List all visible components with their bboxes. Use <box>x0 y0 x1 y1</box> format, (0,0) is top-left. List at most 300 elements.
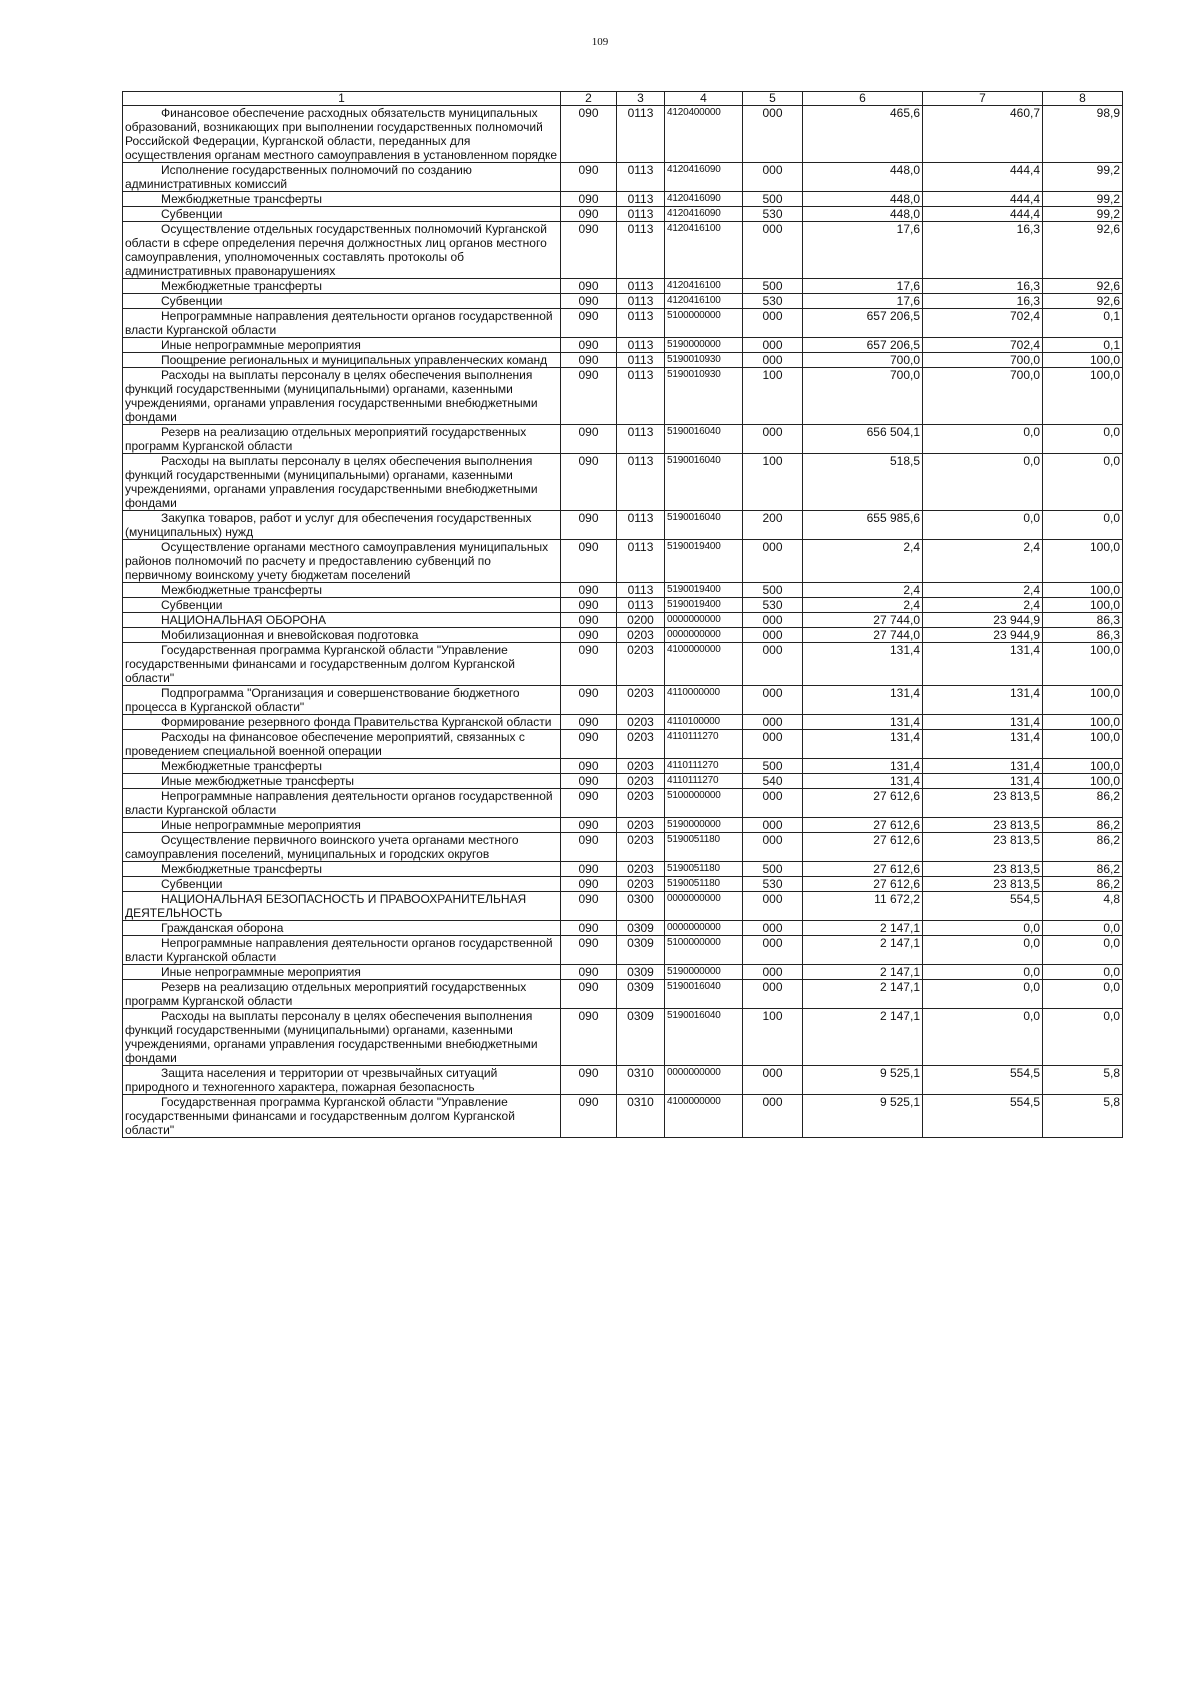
code-admin: 090 <box>561 454 617 511</box>
row-name: Расходы на выплаты персоналу в целях обеспечения выполнения функций государственными (муниципальными) органами, казенными учреждениями, органами управления государственными внебюджетными фондами <box>123 368 561 425</box>
code-section: 0203 <box>617 789 665 818</box>
amount-planned: 131,4 <box>803 730 923 759</box>
amount-executed: 23 813,5 <box>923 833 1043 862</box>
amount-planned: 131,4 <box>803 759 923 774</box>
row-name: Субвенции <box>123 877 561 892</box>
table-row <box>123 686 1123 715</box>
percent-executed: 0,1 <box>1043 309 1123 338</box>
row-name: Финансовое обеспечение расходных обязательств муниципальных образований, возникающих при выполнении государственных полномочий Российской Федерации, Курганской области, переданных для осуществления органам местного самоуправления в установленном порядке <box>123 106 561 163</box>
amount-planned: 27 612,6 <box>803 789 923 818</box>
amount-planned: 518,5 <box>803 454 923 511</box>
code-admin: 090 <box>561 294 617 309</box>
table-row <box>123 207 1123 222</box>
amount-planned: 27 744,0 <box>803 628 923 643</box>
code-expense-type: 200 <box>743 511 803 540</box>
amount-executed: 16,3 <box>923 279 1043 294</box>
table-row <box>123 163 1123 192</box>
code-target: 5100000000 <box>665 309 743 338</box>
code-target: 4110111270 <box>665 730 743 759</box>
amount-executed: 0,0 <box>923 936 1043 965</box>
code-expense-type: 100 <box>743 1009 803 1066</box>
code-expense-type: 500 <box>743 862 803 877</box>
code-admin: 090 <box>561 338 617 353</box>
table-row <box>123 192 1123 207</box>
code-expense-type: 100 <box>743 454 803 511</box>
amount-planned: 11 672,2 <box>803 892 923 921</box>
code-expense-type: 000 <box>743 628 803 643</box>
code-target: 5190051180 <box>665 877 743 892</box>
amount-executed: 16,3 <box>923 222 1043 279</box>
amount-planned: 657 206,5 <box>803 309 923 338</box>
amount-executed: 2,4 <box>923 583 1043 598</box>
table-row <box>123 980 1123 1009</box>
code-target: 4120400000 <box>665 106 743 163</box>
amount-executed: 131,4 <box>923 715 1043 730</box>
code-target: 5190019400 <box>665 598 743 613</box>
code-admin: 090 <box>561 279 617 294</box>
code-admin: 090 <box>561 833 617 862</box>
amount-planned: 2 147,1 <box>803 936 923 965</box>
code-section: 0203 <box>617 730 665 759</box>
code-expense-type: 500 <box>743 279 803 294</box>
amount-executed: 554,5 <box>923 1095 1043 1138</box>
percent-executed: 92,6 <box>1043 279 1123 294</box>
code-admin: 090 <box>561 936 617 965</box>
code-section: 0113 <box>617 106 665 163</box>
percent-executed: 100,0 <box>1043 583 1123 598</box>
code-expense-type: 000 <box>743 163 803 192</box>
code-admin: 090 <box>561 1009 617 1066</box>
code-section: 0113 <box>617 540 665 583</box>
table-row <box>123 222 1123 279</box>
amount-planned: 27 612,6 <box>803 862 923 877</box>
table-row <box>123 583 1123 598</box>
code-section: 0203 <box>617 759 665 774</box>
code-target: 5190016040 <box>665 511 743 540</box>
row-name: Непрограммные направления деятельности органов государственной власти Курганской области <box>123 309 561 338</box>
row-name: Подпрограмма "Организация и совершенствование бюджетного процесса в Курганской области" <box>123 686 561 715</box>
column-header: 8 <box>1043 92 1123 106</box>
row-name: Защита населения и территории от чрезвычайных ситуаций природного и техногенного характера, пожарная безопасность <box>123 1066 561 1095</box>
amount-planned: 17,6 <box>803 294 923 309</box>
amount-planned: 448,0 <box>803 163 923 192</box>
amount-executed: 0,0 <box>923 511 1043 540</box>
percent-executed: 0,0 <box>1043 454 1123 511</box>
table-row <box>123 598 1123 613</box>
code-target: 5190000000 <box>665 818 743 833</box>
percent-executed: 92,6 <box>1043 222 1123 279</box>
amount-executed: 16,3 <box>923 294 1043 309</box>
code-expense-type: 500 <box>743 759 803 774</box>
code-expense-type: 000 <box>743 222 803 279</box>
code-target: 5190000000 <box>665 338 743 353</box>
code-section: 0203 <box>617 877 665 892</box>
percent-executed: 99,2 <box>1043 163 1123 192</box>
row-name: Поощрение региональных и муниципальных управленческих команд <box>123 353 561 368</box>
row-name: Субвенции <box>123 207 561 222</box>
amount-planned: 2 147,1 <box>803 1009 923 1066</box>
amount-planned: 2,4 <box>803 583 923 598</box>
row-name: Межбюджетные трансферты <box>123 192 561 207</box>
code-target: 5190000000 <box>665 965 743 980</box>
row-name: Мобилизационная и вневойсковая подготовка <box>123 628 561 643</box>
budget-table <box>122 91 1123 1138</box>
code-expense-type: 000 <box>743 715 803 730</box>
amount-executed: 0,0 <box>923 980 1043 1009</box>
percent-executed: 5,8 <box>1043 1095 1123 1138</box>
code-section: 0300 <box>617 892 665 921</box>
code-expense-type: 000 <box>743 613 803 628</box>
table-row <box>123 279 1123 294</box>
code-section: 0203 <box>617 628 665 643</box>
code-admin: 090 <box>561 222 617 279</box>
amount-planned: 27 612,6 <box>803 877 923 892</box>
code-section: 0113 <box>617 279 665 294</box>
code-section: 0203 <box>617 643 665 686</box>
code-admin: 090 <box>561 583 617 598</box>
table-row <box>123 540 1123 583</box>
amount-executed: 23 813,5 <box>923 789 1043 818</box>
table-row <box>123 818 1123 833</box>
code-section: 0113 <box>617 353 665 368</box>
code-admin: 090 <box>561 715 617 730</box>
row-name: Субвенции <box>123 294 561 309</box>
code-target: 4110100000 <box>665 715 743 730</box>
table-row <box>123 106 1123 163</box>
row-name: НАЦИОНАЛЬНАЯ БЕЗОПАСНОСТЬ И ПРАВООХРАНИТЕЛЬНАЯ ДЕЯТЕЛЬНОСТЬ <box>123 892 561 921</box>
code-expense-type: 000 <box>743 936 803 965</box>
code-target: 0000000000 <box>665 921 743 936</box>
code-target: 4120416090 <box>665 207 743 222</box>
row-name: Осуществление отдельных государственных полномочий Курганской области в сфере определения перечня должностных лиц органов местного самоуправления, уполномоченных составлять протоколы об административных правонарушениях <box>123 222 561 279</box>
code-section: 0113 <box>617 222 665 279</box>
code-expense-type: 000 <box>743 1066 803 1095</box>
amount-executed: 554,5 <box>923 1066 1043 1095</box>
amount-planned: 131,4 <box>803 715 923 730</box>
page-number: 109 <box>591 36 609 48</box>
code-expense-type: 530 <box>743 207 803 222</box>
row-name: Расходы на выплаты персоналу в целях обеспечения выполнения функций государственными (муниципальными) органами, казенными учреждениями, органами управления государственными внебюджетными фондами <box>123 454 561 511</box>
column-header: 1 <box>123 92 561 106</box>
table-row <box>123 774 1123 789</box>
row-name: Закупка товаров, работ и услуг для обеспечения государственных (муниципальных) нужд <box>123 511 561 540</box>
code-expense-type: 000 <box>743 980 803 1009</box>
row-name: Государственная программа Курганской области "Управление государственными финансами и государственным долгом Курганской области" <box>123 643 561 686</box>
amount-planned: 2,4 <box>803 540 923 583</box>
code-expense-type: 000 <box>743 789 803 818</box>
code-target: 5190016040 <box>665 1009 743 1066</box>
code-target: 5190019400 <box>665 583 743 598</box>
percent-executed: 100,0 <box>1043 715 1123 730</box>
row-name: Государственная программа Курганской области "Управление государственными финансами и государственным долгом Курганской области" <box>123 1095 561 1138</box>
table-row <box>123 1009 1123 1066</box>
table-body <box>123 106 1123 1138</box>
percent-executed: 100,0 <box>1043 368 1123 425</box>
code-target: 4110111270 <box>665 759 743 774</box>
code-section: 0203 <box>617 862 665 877</box>
code-target: 5190016040 <box>665 454 743 511</box>
code-section: 0113 <box>617 163 665 192</box>
table-row <box>123 338 1123 353</box>
row-name: Резерв на реализацию отдельных мероприятий государственных программ Курганской области <box>123 980 561 1009</box>
amount-executed: 23 813,5 <box>923 877 1043 892</box>
amount-planned: 131,4 <box>803 686 923 715</box>
code-target: 0000000000 <box>665 1066 743 1095</box>
code-expense-type: 500 <box>743 192 803 207</box>
code-section: 0200 <box>617 613 665 628</box>
row-name: Межбюджетные трансферты <box>123 862 561 877</box>
code-target: 4110111270 <box>665 774 743 789</box>
row-name: Иные межбюджетные трансферты <box>123 774 561 789</box>
code-expense-type: 000 <box>743 309 803 338</box>
code-section: 0310 <box>617 1066 665 1095</box>
percent-executed: 0,0 <box>1043 921 1123 936</box>
code-target: 0000000000 <box>665 613 743 628</box>
percent-executed: 100,0 <box>1043 774 1123 789</box>
table-row <box>123 715 1123 730</box>
table-row <box>123 353 1123 368</box>
code-expense-type: 000 <box>743 425 803 454</box>
row-name: Межбюджетные трансферты <box>123 583 561 598</box>
amount-planned: 27 612,6 <box>803 833 923 862</box>
code-expense-type: 000 <box>743 892 803 921</box>
code-admin: 090 <box>561 511 617 540</box>
amount-executed: 702,4 <box>923 338 1043 353</box>
code-expense-type: 000 <box>743 643 803 686</box>
code-target: 4120416100 <box>665 222 743 279</box>
code-section: 0309 <box>617 965 665 980</box>
code-admin: 090 <box>561 818 617 833</box>
percent-executed: 5,8 <box>1043 1066 1123 1095</box>
amount-executed: 460,7 <box>923 106 1043 163</box>
row-name: Иные непрограммные мероприятия <box>123 965 561 980</box>
code-admin: 090 <box>561 163 617 192</box>
column-header: 6 <box>803 92 923 106</box>
code-section: 0203 <box>617 686 665 715</box>
code-admin: 090 <box>561 425 617 454</box>
code-expense-type: 530 <box>743 294 803 309</box>
code-admin: 090 <box>561 965 617 980</box>
code-target: 4120416090 <box>665 192 743 207</box>
code-target: 5100000000 <box>665 936 743 965</box>
code-admin: 090 <box>561 368 617 425</box>
table-row <box>123 965 1123 980</box>
code-section: 0203 <box>617 715 665 730</box>
code-admin: 090 <box>561 686 617 715</box>
code-target: 0000000000 <box>665 892 743 921</box>
code-target: 4120416090 <box>665 163 743 192</box>
percent-executed: 100,0 <box>1043 353 1123 368</box>
code-admin: 090 <box>561 730 617 759</box>
table-row <box>123 877 1123 892</box>
code-section: 0203 <box>617 774 665 789</box>
column-header: 2 <box>561 92 617 106</box>
amount-planned: 131,4 <box>803 774 923 789</box>
amount-planned: 17,6 <box>803 222 923 279</box>
code-target: 4110000000 <box>665 686 743 715</box>
code-admin: 090 <box>561 628 617 643</box>
code-expense-type: 530 <box>743 877 803 892</box>
code-expense-type: 000 <box>743 921 803 936</box>
percent-executed: 0,0 <box>1043 425 1123 454</box>
percent-executed: 86,2 <box>1043 789 1123 818</box>
row-name: Межбюджетные трансферты <box>123 279 561 294</box>
amount-planned: 465,6 <box>803 106 923 163</box>
percent-executed: 86,2 <box>1043 877 1123 892</box>
amount-planned: 2 147,1 <box>803 980 923 1009</box>
percent-executed: 0,0 <box>1043 965 1123 980</box>
percent-executed: 100,0 <box>1043 686 1123 715</box>
code-section: 0309 <box>617 921 665 936</box>
percent-executed: 99,2 <box>1043 207 1123 222</box>
amount-executed: 131,4 <box>923 774 1043 789</box>
amount-executed: 554,5 <box>923 892 1043 921</box>
table-row <box>123 309 1123 338</box>
column-header: 7 <box>923 92 1043 106</box>
row-name: Формирование резервного фонда Правительства Курганской области <box>123 715 561 730</box>
table-row <box>123 511 1123 540</box>
code-section: 0309 <box>617 1009 665 1066</box>
table-row <box>123 1066 1123 1095</box>
amount-planned: 655 985,6 <box>803 511 923 540</box>
code-admin: 090 <box>561 192 617 207</box>
amount-planned: 448,0 <box>803 207 923 222</box>
percent-executed: 0,0 <box>1043 936 1123 965</box>
code-admin: 090 <box>561 643 617 686</box>
row-name: Иные непрограммные мероприятия <box>123 338 561 353</box>
amount-planned: 9 525,1 <box>803 1095 923 1138</box>
table-row <box>123 862 1123 877</box>
table-row <box>123 294 1123 309</box>
code-expense-type: 530 <box>743 598 803 613</box>
table-row <box>123 789 1123 818</box>
code-admin: 090 <box>561 921 617 936</box>
code-admin: 090 <box>561 877 617 892</box>
code-admin: 090 <box>561 353 617 368</box>
table-row <box>123 921 1123 936</box>
amount-executed: 700,0 <box>923 368 1043 425</box>
amount-planned: 27 744,0 <box>803 613 923 628</box>
row-name: НАЦИОНАЛЬНАЯ ОБОРОНА <box>123 613 561 628</box>
amount-executed: 23 944,9 <box>923 628 1043 643</box>
code-section: 0203 <box>617 833 665 862</box>
amount-planned: 131,4 <box>803 643 923 686</box>
code-section: 0113 <box>617 583 665 598</box>
column-header: 3 <box>617 92 665 106</box>
row-name: Иные непрограммные мероприятия <box>123 818 561 833</box>
code-target: 5190010930 <box>665 368 743 425</box>
table-row <box>123 454 1123 511</box>
code-target: 5190016040 <box>665 980 743 1009</box>
percent-executed: 86,3 <box>1043 628 1123 643</box>
table-row <box>123 833 1123 862</box>
amount-planned: 656 504,1 <box>803 425 923 454</box>
code-target: 4120416100 <box>665 279 743 294</box>
code-admin: 090 <box>561 540 617 583</box>
code-section: 0113 <box>617 368 665 425</box>
code-admin: 090 <box>561 309 617 338</box>
table-row <box>123 368 1123 425</box>
code-target: 5190051180 <box>665 862 743 877</box>
row-name: Субвенции <box>123 598 561 613</box>
code-target: 5190019400 <box>665 540 743 583</box>
percent-executed: 86,3 <box>1043 613 1123 628</box>
percent-executed: 0,0 <box>1043 511 1123 540</box>
code-expense-type: 000 <box>743 686 803 715</box>
amount-executed: 131,4 <box>923 759 1043 774</box>
row-name: Резерв на реализацию отдельных мероприятий государственных программ Курганской области <box>123 425 561 454</box>
code-expense-type: 000 <box>743 540 803 583</box>
percent-executed: 99,2 <box>1043 192 1123 207</box>
code-section: 0309 <box>617 980 665 1009</box>
code-section: 0113 <box>617 192 665 207</box>
row-name: Расходы на финансовое обеспечение мероприятий, связанных с проведением специальной военной операции <box>123 730 561 759</box>
row-name: Расходы на выплаты персоналу в целях обеспечения выполнения функций государственными (муниципальными) органами, казенными учреждениями, органами управления государственными внебюджетными фондами <box>123 1009 561 1066</box>
code-expense-type: 000 <box>743 818 803 833</box>
code-target: 0000000000 <box>665 628 743 643</box>
code-target: 5190016040 <box>665 425 743 454</box>
amount-executed: 2,4 <box>923 540 1043 583</box>
table-row <box>123 936 1123 965</box>
percent-executed: 0,1 <box>1043 338 1123 353</box>
percent-executed: 4,8 <box>1043 892 1123 921</box>
amount-planned: 27 612,6 <box>803 818 923 833</box>
amount-planned: 657 206,5 <box>803 338 923 353</box>
table-row <box>123 628 1123 643</box>
row-name: Гражданская оборона <box>123 921 561 936</box>
code-admin: 090 <box>561 207 617 222</box>
code-admin: 090 <box>561 1095 617 1138</box>
code-expense-type: 500 <box>743 583 803 598</box>
percent-executed: 100,0 <box>1043 540 1123 583</box>
amount-executed: 444,4 <box>923 192 1043 207</box>
table-header-row <box>123 92 1123 106</box>
percent-executed: 100,0 <box>1043 759 1123 774</box>
amount-executed: 702,4 <box>923 309 1043 338</box>
percent-executed: 100,0 <box>1043 730 1123 759</box>
code-section: 0309 <box>617 936 665 965</box>
amount-planned: 17,6 <box>803 279 923 294</box>
code-expense-type: 000 <box>743 1095 803 1138</box>
row-name: Непрограммные направления деятельности органов государственной власти Курганской области <box>123 789 561 818</box>
percent-executed: 92,6 <box>1043 294 1123 309</box>
code-admin: 090 <box>561 980 617 1009</box>
amount-executed: 0,0 <box>923 454 1043 511</box>
amount-executed: 23 944,9 <box>923 613 1043 628</box>
code-admin: 090 <box>561 774 617 789</box>
amount-executed: 0,0 <box>923 1009 1043 1066</box>
code-admin: 090 <box>561 862 617 877</box>
code-expense-type: 000 <box>743 833 803 862</box>
amount-executed: 131,4 <box>923 730 1043 759</box>
code-expense-type: 000 <box>743 106 803 163</box>
code-section: 0310 <box>617 1095 665 1138</box>
code-section: 0113 <box>617 207 665 222</box>
code-section: 0113 <box>617 511 665 540</box>
row-name: Межбюджетные трансферты <box>123 759 561 774</box>
row-name: Осуществление первичного воинского учета органами местного самоуправления поселений, муниципальных и городских округов <box>123 833 561 862</box>
table-row <box>123 613 1123 628</box>
code-expense-type: 540 <box>743 774 803 789</box>
code-expense-type: 000 <box>743 338 803 353</box>
table-row <box>123 759 1123 774</box>
amount-executed: 131,4 <box>923 686 1043 715</box>
percent-executed: 98,9 <box>1043 106 1123 163</box>
amount-executed: 700,0 <box>923 353 1043 368</box>
code-expense-type: 000 <box>743 353 803 368</box>
row-name: Непрограммные направления деятельности органов государственной власти Курганской области <box>123 936 561 965</box>
percent-executed: 86,2 <box>1043 862 1123 877</box>
